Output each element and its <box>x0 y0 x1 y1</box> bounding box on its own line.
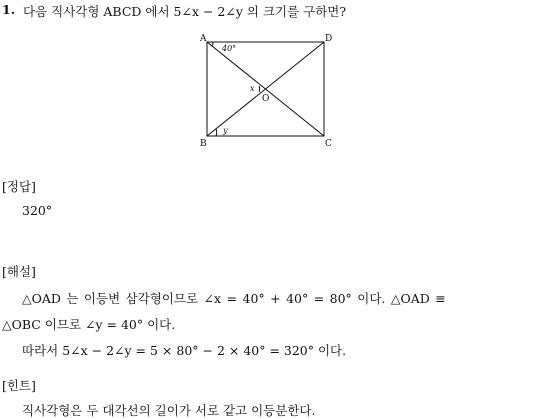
answer-value: 320° <box>22 203 53 218</box>
solution-heading: [해설] <box>2 264 36 279</box>
solution-line-1: △OAD 는 이등변 삼각형이므로 ∠x = 40° + 40° = 80° 이다. △OAD ≡ <box>22 291 446 306</box>
problem-number: 1. <box>2 2 16 17</box>
vertex-b-label: B <box>200 139 207 149</box>
rectangle-diagram <box>190 28 340 150</box>
angle-y-arc <box>216 129 217 136</box>
angle-y-label: y <box>223 126 228 135</box>
solution-line-3: 따라서 5∠x − 2∠y = 5 × 80° − 2 × 40° = 320° 이다. <box>22 343 347 358</box>
angle-40-label: 40° <box>222 44 237 53</box>
hint-text: 직사각형은 두 대각선의 길이가 서로 같고 이등분한다. <box>22 403 316 418</box>
problem-text: 다음 직사각형 ABCD 에서 5∠x − 2∠y 의 크기를 구하면? <box>23 4 347 19</box>
angle-a-arc <box>212 42 213 46</box>
vertex-d-label: D <box>325 34 333 44</box>
answer-heading: [정답] <box>2 179 36 194</box>
angle-x-arc <box>259 86 260 92</box>
vertex-a-label: A <box>200 34 207 44</box>
center-o-label: O <box>262 94 270 104</box>
solution-line-2: △OBC 이므로 ∠y = 40° 이다. <box>2 317 176 332</box>
hint-heading: [힌트] <box>2 378 36 393</box>
vertex-c-label: C <box>325 139 332 149</box>
angle-x-label: x <box>250 84 255 93</box>
